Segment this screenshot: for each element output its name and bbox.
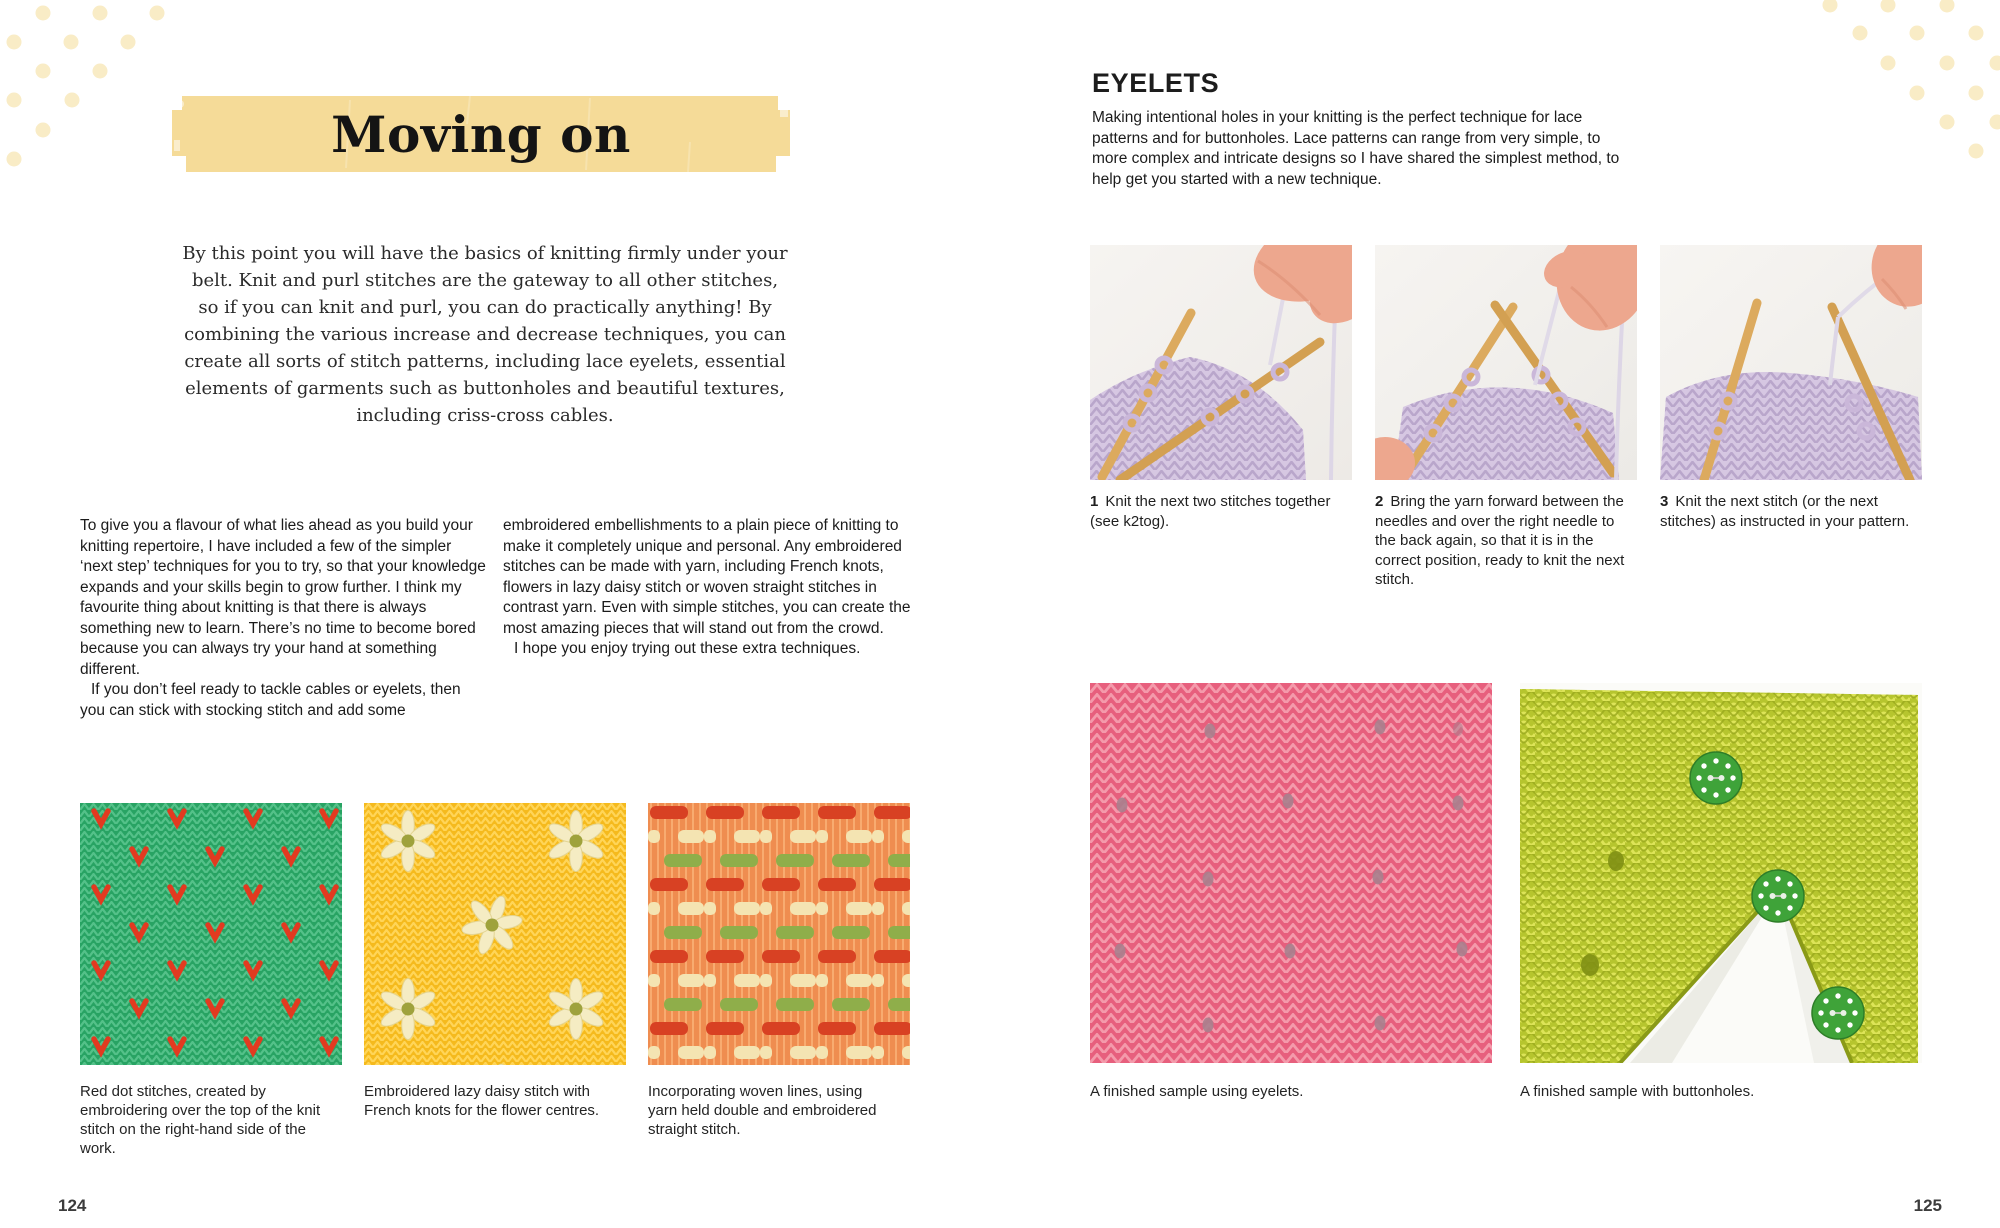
page-number-right: 125: [1913, 1196, 1942, 1215]
sample-caption-buttonholes: A finished sample with buttonholes.: [1520, 1083, 1755, 1100]
chapter-banner: [170, 92, 792, 176]
chapter-title: Moving on: [331, 104, 631, 164]
corner-dots-decoration-right: [1818, 0, 2000, 165]
buttonhole-sample-photo: [1520, 683, 1922, 1063]
corner-dots-decoration-left: [0, 0, 182, 182]
step-3-photo: [1660, 245, 1922, 480]
step-1-caption: [1090, 492, 1348, 531]
page-number-left: 124: [58, 1196, 87, 1215]
step-3-caption: [1660, 492, 1918, 531]
section-intro: Making intentional holes in your knitting is the perfect technique for lace patterns and for buttonholes. Lace patterns can range from very simple, to more complex and intricate designs so I have shared the simplest method, to help get you started with a new technique.: [1092, 109, 1620, 188]
swatch-photo-lazy-daisy: [364, 803, 626, 1065]
body-paragraph: embroidered embellishments to a plain piece of knitting to make it completely unique and personal. Any embroidered stitches can be made with yarn, including French knots, flowers in lazy daisy stitch or woven straight stitches in contrast yarn. Even with simple stitches, you can create the most amazing pieces that will stand out from the crowd.: [503, 517, 911, 637]
step-2-caption: [1375, 492, 1633, 590]
step-1-photo: [1090, 245, 1352, 480]
step-text: Knit the next two stitches together (see k2tog).: [1090, 493, 1331, 530]
swatch-photo-red-dots: [80, 803, 342, 1065]
swatch-caption: Embroidered lazy daisy stitch with French knots for the flower centres.: [364, 1083, 600, 1119]
chapter-intro: By this point you will have the basics of knitting firmly under your belt. Knit and purl stitches are the gateway to all other stitches, so if you can knit and purl, you can do practically anything! By combining the various increase and decrease techniques, you can create all sorts of stitch patterns, including lace eyelets, essential elements of garments such as buttonholes and beautiful textures, including criss-cross cables.: [182, 243, 788, 426]
step-2-photo: [1375, 245, 1637, 480]
step-number: 3: [1660, 493, 1669, 510]
swatch-caption: Incorporating woven lines, using yarn held double and embroidered straight stitch.: [648, 1083, 877, 1138]
body-paragraph: If you don’t feel ready to tackle cables or eyelets, then you can stick with stocking stitch and add some: [80, 681, 461, 719]
body-column-2: [503, 516, 911, 660]
body-column-1: [80, 516, 488, 721]
body-paragraph: To give you a flavour of what lies ahead as you build your knitting repertoire, I have included a few of the simpler ‘next step’ techniques for you to try, so that your knowledge expands and your skills begin to grow further. I think my favourite thing about knitting is that there is always something new to learn. There’s no time to become bored because you can always try your hand at something different.: [80, 517, 486, 678]
step-number: 1: [1090, 493, 1099, 510]
step-text: Bring the yarn forward between the needles and over the right needle to the back again, so that it is in the correct position, ready to knit the next stitch.: [1375, 493, 1625, 588]
swatch-photo-woven-lines: [648, 803, 910, 1065]
body-paragraph: I hope you enjoy trying out these extra techniques.: [514, 640, 861, 657]
step-text: Knit the next stitch (or the next stitches) as instructed in your pattern.: [1660, 493, 1910, 530]
eyelet-sample-photo: [1090, 683, 1492, 1063]
swatch-caption: Red dot stitches, created by embroidering over the top of the knit stitch on the right-hand side of the work.: [80, 1083, 321, 1157]
section-title: EYELETS: [1092, 68, 1220, 98]
sample-caption-eyelets: A finished sample using eyelets.: [1090, 1083, 1304, 1100]
step-number: 2: [1375, 493, 1384, 510]
